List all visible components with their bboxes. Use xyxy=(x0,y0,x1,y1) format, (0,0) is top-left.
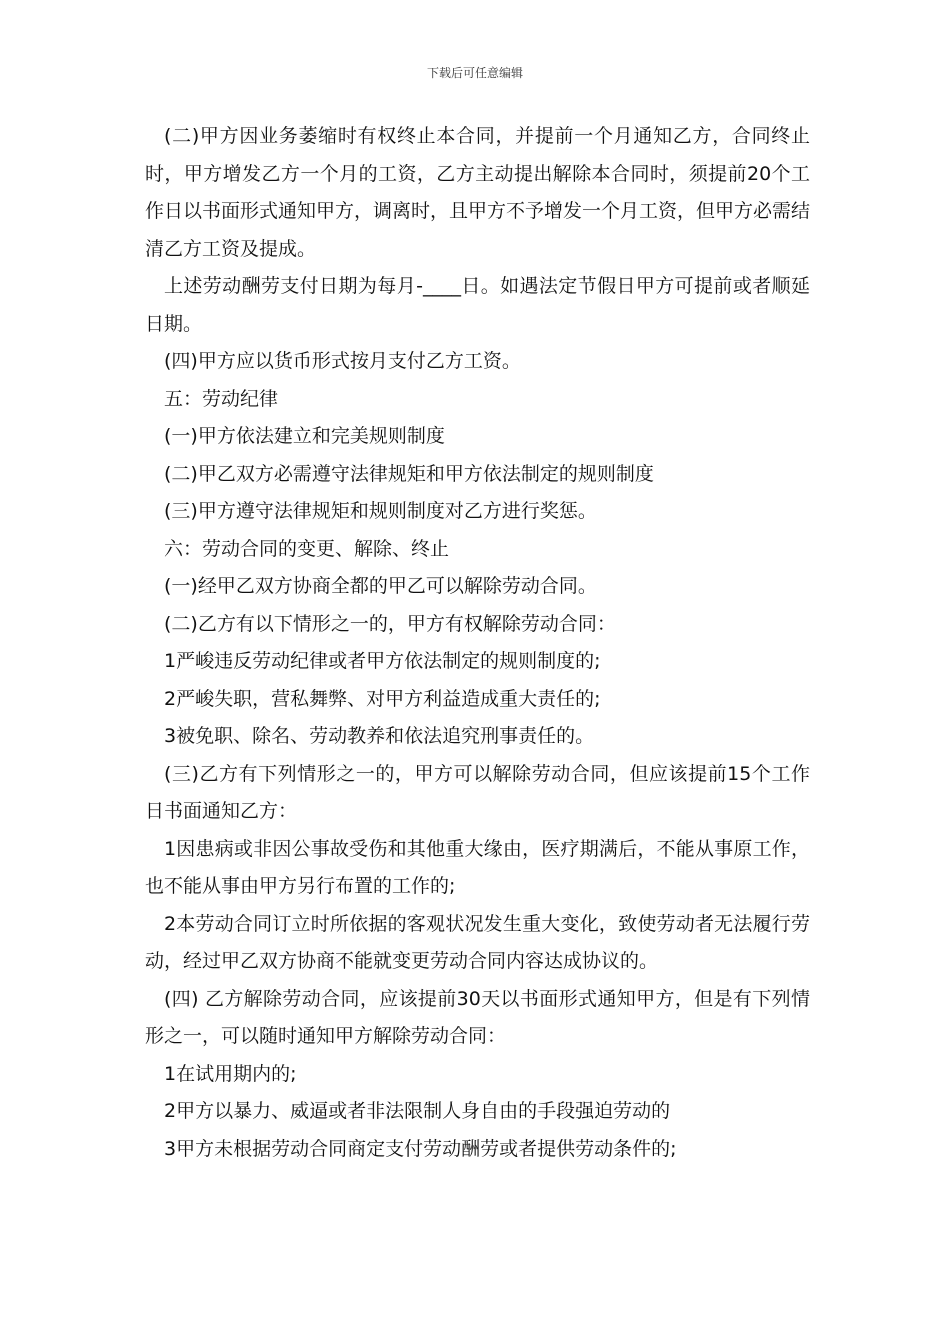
section-heading-contract-change: 六：劳动合同的变更、解除、终止 xyxy=(164,537,450,560)
list-item-illness: 1因患病或非因公事故受伤和其他重大缘由，医疗期满后，不能从事原工作，也不能从事由甲方另行布置的工作的; xyxy=(145,837,810,897)
paragraph-change-1: (一)经甲乙双方协商全都的甲乙可以解除劳动合同。 xyxy=(164,575,597,597)
paragraph-change-2: (二)乙方有以下情形之一的，甲方有权解除劳动合同： xyxy=(164,612,616,635)
list-item-serious-neglect: 2严峻失职，营私舞弊、对甲方利益造成重大责任的; xyxy=(164,687,601,710)
list-item-forced-labor: 2甲方以暴力、威逼或者非法限制人身自由的手段强迫劳动的 xyxy=(164,1100,671,1122)
section-heading-discipline: 五：劳动纪律 xyxy=(164,387,279,410)
document-body xyxy=(145,118,810,1168)
paragraph-change-4: (四) 乙方解除劳动合同，应该提前30天以书面形式通知甲方，但是有下列情形之一，可以随时通知甲方解除劳动合同： xyxy=(145,987,810,1047)
list-item-circumstance-change: 2本劳动合同订立时所依据的客观状况发生重大变化，致使劳动者无法履行劳动，经过甲乙双方协商不能就变更劳动合同内容达成协议的。 xyxy=(145,912,810,972)
paragraph-termination-business: (二)甲方因业务萎缩时有权终止本合同，并提前一个月通知乙方，合同终止时，甲方增发乙方一个月的工资，乙方主动提出解除本合同时，须提前20个工作日以书面形式通知甲方，调离时，且甲方不予增发一个月工资，但甲方必需结清乙方工资及提成。 xyxy=(145,125,811,260)
paragraph-currency-payment: (四)甲方应以货币形式按月支付乙方工资。 xyxy=(164,350,521,372)
paragraph-discipline-3: (三)甲方遵守法律规矩和规则制度对乙方进行奖惩。 xyxy=(164,500,597,522)
paragraph-payment-date: 上述劳动酬劳支付日期为每月-____日。如遇法定节假日甲方可提前或者顺延日期。 xyxy=(145,275,810,335)
list-item-probation: 1在试用期内的; xyxy=(164,1062,297,1085)
page-header: 下载后可任意编辑 xyxy=(426,66,523,80)
paragraph-discipline-1: (一)甲方依法建立和完美规则制度 xyxy=(164,425,445,447)
paragraph-discipline-2: (二)甲乙双方必需遵守法律规矩和甲方依法制定的规则制度 xyxy=(164,462,654,485)
list-item-serious-violation: 1严峻违反劳动纪律或者甲方依法制定的规则制度的; xyxy=(164,650,601,672)
list-item-dismissal: 3被免职、除名、劳动教养和依法追究刑事责任的。 xyxy=(164,725,595,747)
list-item-unpaid-wages: 3甲方未根据劳动合同商定支付劳动酬劳或者提供劳动条件的; xyxy=(164,1137,677,1160)
paragraph-change-3: (三)乙方有下列情形之一的，甲方可以解除劳动合同，但应该提前15个工作日书面通知乙方： xyxy=(145,762,810,822)
